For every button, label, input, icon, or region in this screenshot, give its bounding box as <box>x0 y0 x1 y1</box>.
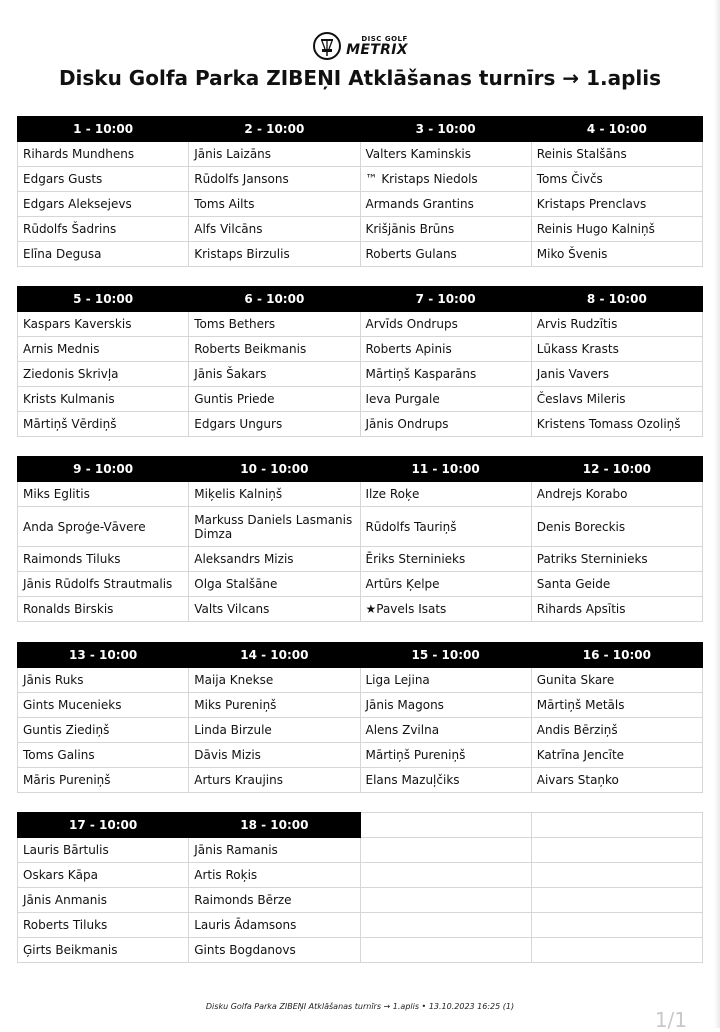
player-name-cell: Miks Eglitis <box>18 482 189 507</box>
player-name-cell: Roberts Tiluks <box>18 913 189 938</box>
group-header-row <box>18 457 703 482</box>
disc-golf-basket-icon <box>312 31 342 61</box>
player-name-cell: Jānis Laizāns <box>189 142 360 167</box>
player-name-cell: Mārtiņš Pureniņš <box>360 743 531 768</box>
empty-cell <box>531 888 702 913</box>
player-name-cell: Raimonds Tiluks <box>18 547 189 572</box>
player-name-cell: Toms Ailts <box>189 192 360 217</box>
group-header-row <box>18 813 703 838</box>
player-name-cell: Lauris Ādamsons <box>189 913 360 938</box>
group-header: 2 - 10:00 <box>189 117 360 142</box>
player-name-cell: Krists Kulmanis <box>18 387 189 412</box>
player-name-cell: Lūkass Krasts <box>531 337 702 362</box>
group-table-2 <box>17 286 703 437</box>
player-name-cell: Miķelis Kalniņš <box>189 482 360 507</box>
table-row <box>18 597 703 622</box>
empty-cell <box>360 838 531 863</box>
player-name-cell: Jānis Magons <box>360 693 531 718</box>
group-header: 13 - 10:00 <box>18 643 189 668</box>
player-name-cell: Toms Bethers <box>189 312 360 337</box>
group-table-5 <box>17 812 703 963</box>
group-table-3 <box>17 456 703 622</box>
group-header: 17 - 10:00 <box>18 813 189 838</box>
group-header: 4 - 10:00 <box>531 117 702 142</box>
player-name-cell: Raimonds Bērze <box>189 888 360 913</box>
player-name-cell: ™ Kristaps Niedols <box>360 167 531 192</box>
player-name-cell: Rūdolfs Jansons <box>189 167 360 192</box>
player-name-cell: Maija Knekse <box>189 668 360 693</box>
player-name-cell: Česlavs Mileris <box>531 387 702 412</box>
group-header: 16 - 10:00 <box>531 643 702 668</box>
player-name-cell: Aleksandrs Mizis <box>189 547 360 572</box>
player-name-cell: Liga Lejina <box>360 668 531 693</box>
table-row <box>18 142 703 167</box>
player-name-cell: Jānis Ramanis <box>189 838 360 863</box>
group-table-4 <box>17 642 703 793</box>
group-header: 1 - 10:00 <box>18 117 189 142</box>
empty-cell <box>360 913 531 938</box>
table-row <box>18 412 703 437</box>
disc-golf-metrix-logo <box>0 30 720 62</box>
table-row <box>18 743 703 768</box>
group-header: 15 - 10:00 <box>360 643 531 668</box>
player-name-cell: Elīna Degusa <box>18 242 189 267</box>
empty-cell <box>360 863 531 888</box>
group-header: 12 - 10:00 <box>531 457 702 482</box>
player-name-cell: Mārtiņš Metāls <box>531 693 702 718</box>
player-name-cell: Alfs Vilcāns <box>189 217 360 242</box>
player-name-cell: Ilze Roķe <box>360 482 531 507</box>
player-name-cell: Santa Geide <box>531 572 702 597</box>
table-row <box>18 217 703 242</box>
group-header-row <box>18 117 703 142</box>
player-name-cell: Denis Boreckis <box>531 507 702 547</box>
table-row <box>18 693 703 718</box>
player-name-cell: Arvis Rudzītis <box>531 312 702 337</box>
empty-cell <box>531 838 702 863</box>
group-header: 14 - 10:00 <box>189 643 360 668</box>
player-name-cell: Guntis Ziediņš <box>18 718 189 743</box>
table-row <box>18 547 703 572</box>
player-name-cell: Andis Bērziņš <box>531 718 702 743</box>
player-name-cell: Katrīna Jencīte <box>531 743 702 768</box>
player-name-cell: Roberts Apinis <box>360 337 531 362</box>
group-header-row <box>18 287 703 312</box>
player-name-cell: Miko Švenis <box>531 242 702 267</box>
player-name-cell: Valters Kaminskis <box>360 142 531 167</box>
table-row <box>18 863 703 888</box>
player-name-cell: Andrejs Korabo <box>531 482 702 507</box>
table-row <box>18 768 703 793</box>
player-name-cell: Janis Vavers <box>531 362 702 387</box>
player-name-cell: Edgars Aleksejevs <box>18 192 189 217</box>
player-name-cell: Aivars Staņko <box>531 768 702 793</box>
player-name-cell: Gunita Skare <box>531 668 702 693</box>
player-name-cell: Jānis Ondrups <box>360 412 531 437</box>
group-header: 10 - 10:00 <box>189 457 360 482</box>
player-name-cell: Artūrs Ķelpe <box>360 572 531 597</box>
player-name-cell: Guntis Priede <box>189 387 360 412</box>
player-name-cell: Reinis Stalšāns <box>531 142 702 167</box>
page-title: Disku Golfa Parka ZIBEŅI Atklāšanas turnīrs → 1.aplis <box>58 66 662 90</box>
player-name-cell: Lauris Bārtulis <box>18 838 189 863</box>
player-name-cell: Kristens Tomass Ozoliņš <box>531 412 702 437</box>
player-name-cell: Olga Stalšāne <box>189 572 360 597</box>
player-name-cell: Mārtiņš Kasparāns <box>360 362 531 387</box>
player-name-cell: Gints Mucenieks <box>18 693 189 718</box>
group-header: 7 - 10:00 <box>360 287 531 312</box>
table-row <box>18 167 703 192</box>
logo-text-metrix: METRIX <box>346 41 408 58</box>
player-name-cell: Patriks Sterninieks <box>531 547 702 572</box>
group-header-row <box>18 643 703 668</box>
player-name-cell: Elans Mazuļčiks <box>360 768 531 793</box>
group-table-1 <box>17 116 703 267</box>
player-name-cell: Alens Zvilna <box>360 718 531 743</box>
group-header: 5 - 10:00 <box>18 287 189 312</box>
player-name-cell: Ēriks Sterninieks <box>360 547 531 572</box>
player-name-cell: Jānis Rūdolfs Strautmalis <box>18 572 189 597</box>
table-row <box>18 312 703 337</box>
group-header: 9 - 10:00 <box>18 457 189 482</box>
player-name-cell: Reinis Hugo Kalniņš <box>531 217 702 242</box>
player-name-cell: Oskars Kāpa <box>18 863 189 888</box>
player-name-cell: Miks Pureniņš <box>189 693 360 718</box>
player-name-cell: Ģirts Beikmanis <box>18 938 189 963</box>
group-header: 3 - 10:00 <box>360 117 531 142</box>
empty-header-cell <box>360 813 531 838</box>
table-row <box>18 572 703 597</box>
player-name-cell: Kristaps Birzulis <box>189 242 360 267</box>
empty-cell <box>531 863 702 888</box>
player-name-cell: Arnis Mednis <box>18 337 189 362</box>
empty-cell <box>531 938 702 963</box>
empty-cell <box>360 888 531 913</box>
player-name-cell: Jānis Ruks <box>18 668 189 693</box>
player-name-cell: Rihards Mundhens <box>18 142 189 167</box>
player-name-cell: Edgars Gusts <box>18 167 189 192</box>
table-row <box>18 387 703 412</box>
player-name-cell: Ieva Purgale <box>360 387 531 412</box>
player-name-cell: Māris Pureniņš <box>18 768 189 793</box>
player-name-cell: Arvīds Ondrups <box>360 312 531 337</box>
empty-header-cell <box>531 813 702 838</box>
player-name-cell: Jānis Šakars <box>189 362 360 387</box>
player-name-cell: Markuss Daniels Lasmanis Dimza <box>189 507 360 547</box>
player-name-cell: Toms Čivčs <box>531 167 702 192</box>
player-name-cell: Ziedonis Skrivļa <box>18 362 189 387</box>
table-row <box>18 668 703 693</box>
table-row <box>18 337 703 362</box>
table-row <box>18 482 703 507</box>
player-name-cell: Edgars Ungurs <box>189 412 360 437</box>
player-name-cell: Arturs Kraujins <box>189 768 360 793</box>
player-name-cell: Mārtiņš Vērdiņš <box>18 412 189 437</box>
page-edge-shadow <box>714 0 720 1028</box>
page-footer: Disku Golfa Parka ZIBEŅI Atklāšanas turnīrs → 1.aplis • 13.10.2023 16:25 (1) <box>205 1002 515 1011</box>
empty-cell <box>360 938 531 963</box>
player-name-cell: Valts Vilcans <box>189 597 360 622</box>
logo-text-disc-golf: DISC GOLF <box>361 34 408 43</box>
player-name-cell: Anda Sproģe-Vāvere <box>18 507 189 547</box>
player-name-cell: Gints Bogdanovs <box>189 938 360 963</box>
page-number: 1/1 <box>654 1008 687 1032</box>
table-row <box>18 838 703 863</box>
table-row <box>18 938 703 963</box>
table-row <box>18 507 703 547</box>
player-name-cell: Rūdolfs Šadrins <box>18 217 189 242</box>
player-name-cell: Roberts Beikmanis <box>189 337 360 362</box>
table-row <box>18 888 703 913</box>
group-header: 11 - 10:00 <box>360 457 531 482</box>
player-name-cell: Toms Galins <box>18 743 189 768</box>
table-row <box>18 718 703 743</box>
table-row <box>18 362 703 387</box>
table-row <box>18 913 703 938</box>
table-row <box>18 192 703 217</box>
player-name-cell: Jānis Anmanis <box>18 888 189 913</box>
group-header: 8 - 10:00 <box>531 287 702 312</box>
player-name-cell: Kristaps Prenclavs <box>531 192 702 217</box>
player-name-cell: ★Pavels Isats <box>360 597 531 622</box>
group-header: 18 - 10:00 <box>189 813 360 838</box>
player-name-cell: Rūdolfs Tauriņš <box>360 507 531 547</box>
player-name-cell: Armands Grantins <box>360 192 531 217</box>
table-row <box>18 242 703 267</box>
player-name-cell: Krišjānis Brūns <box>360 217 531 242</box>
empty-cell <box>531 913 702 938</box>
player-name-cell: Linda Birzule <box>189 718 360 743</box>
player-name-cell: Dāvis Mizis <box>189 743 360 768</box>
player-name-cell: Rihards Apsītis <box>531 597 702 622</box>
player-name-cell: Ronalds Birskis <box>18 597 189 622</box>
player-name-cell: Artis Roķis <box>189 863 360 888</box>
player-name-cell: Kaspars Kaverskis <box>18 312 189 337</box>
group-header: 6 - 10:00 <box>189 287 360 312</box>
player-name-cell: Roberts Gulans <box>360 242 531 267</box>
